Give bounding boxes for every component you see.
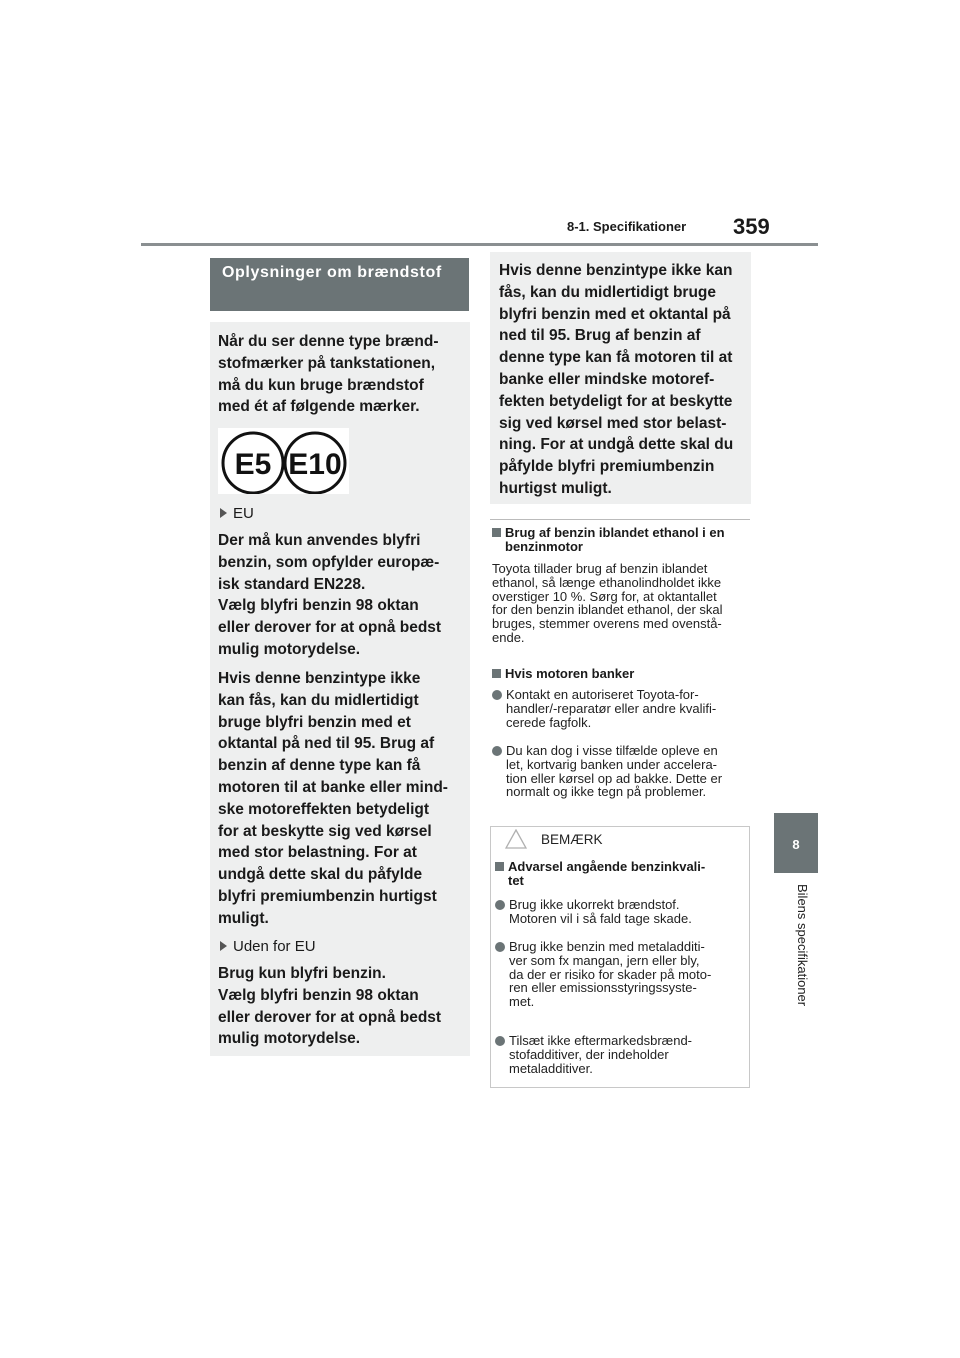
triangle-bullet-icon	[220, 941, 227, 951]
knock-item-1: Kontakt en autoriseret Toyota-for- handler/-reparatør eller andre kvalifi- cerede fagfolk.	[492, 688, 754, 729]
circle-bullet-icon	[492, 690, 502, 700]
non-eu-text: Brug kun blyfri benzin. Vælg blyfri benzin 98 oktan eller derover for at opnå bedst mulig motorydelse.	[218, 965, 442, 1048]
square-bullet-icon	[492, 528, 501, 537]
chapter-title: Bilens specifikationer	[795, 884, 810, 1007]
note-item-2: Brug ikke benzin med metaladditi- ver som fx mangan, jern eller bly, da der er risiko for skader på moto- ren eller emissionsstyringssyste- met.	[495, 940, 747, 1009]
note-item-1: Brug ikke ukorrekt brændstof. Motoren vil i så fald tage skade.	[495, 898, 747, 926]
intro-text: Når du ser denne type brænd- stofmærker på tankstationen, må du kun bruge brændstof med ét af følgende mærker.	[218, 333, 439, 416]
chapter-tab: 8	[774, 813, 818, 873]
section-heading: Oplysninger om brændstof	[210, 258, 469, 311]
note-heading: Advarsel angående benzinkvali- tet	[495, 860, 745, 888]
eu-text: Der må kun anvendes blyfri benzin, som opfylder europæ- isk standard EN228. Vælg blyfri benzin 98 oktan eller derover for at opnå bedst mulig motorydelse.	[218, 532, 442, 658]
square-bullet-icon	[495, 862, 504, 871]
ethanol-heading: Brug af benzin iblandet ethanol i en benzinmotor	[492, 526, 754, 554]
warning-triangle-icon	[505, 829, 527, 849]
continued-text: Hvis denne benzintype ikke kan fås, kan du midlertidigt bruge blyfri benzin med et oktantal på ned til 95. Brug af benzin af denne type kan få motoren til at banke eller mindske motoref- fekten betydeligt for at beskytte sig ved kørsel med stor belast- ning. For at undgå dette skal du påfylde blyfri premiumbenzin hurtigst muligt.	[499, 262, 734, 497]
circle-bullet-icon	[495, 900, 505, 910]
circle-bullet-icon	[492, 746, 502, 756]
non-eu-label: Uden for EU	[220, 937, 316, 957]
fuel-label-icons	[218, 428, 349, 494]
triangle-bullet-icon	[220, 508, 227, 518]
e10-label: E10	[288, 448, 342, 481]
section-title: 8-1. Specifikationer	[567, 219, 687, 234]
knock-heading: Hvis motoren banker	[492, 667, 634, 681]
header-rule	[141, 243, 818, 246]
note-item-3: Tilsæt ikke eftermarkedsbrænd- stofadditiver, der indeholder metaladditiver.	[495, 1034, 747, 1075]
knock-item-2: Du kan dog i visse tilfælde opleve en let, kortvarig banken under accelera- tion eller kørsel op ad bakke. Dette er normalt og ikke tegn på problemer.	[492, 744, 754, 799]
fuel-marks	[218, 428, 349, 494]
divider	[490, 519, 750, 520]
e5-label: E5	[234, 448, 272, 481]
circle-bullet-icon	[495, 942, 505, 952]
page-number: 359	[733, 214, 770, 239]
ethanol-text: Toyota tillader brug af benzin iblandet ethanol, så længe ethanolindholdet ikke overstiger 10 %. Sørg for, at oktantallet for den benzin iblandet ethanol, der skal bruges, stemmer overens med ovenstå- ende.	[492, 561, 723, 645]
note-title: BEMÆRK	[541, 832, 603, 847]
square-bullet-icon	[492, 669, 501, 678]
eu-text-2: Hvis denne benzintype ikke kan fås, kan du midlertidigt bruge blyfri benzin med et oktantal på ned til 95. Brug af benzin af denne type kan få motoren til at banke eller mind- ske motoreffekten betydeligt for at beskytte sig ved kørsel med stor belastning. For at undgå dette skal du påfylde blyfri premiumbenzin hurtigst muligt.	[218, 670, 448, 927]
eu-label: EU	[220, 504, 254, 524]
circle-bullet-icon	[495, 1036, 505, 1046]
